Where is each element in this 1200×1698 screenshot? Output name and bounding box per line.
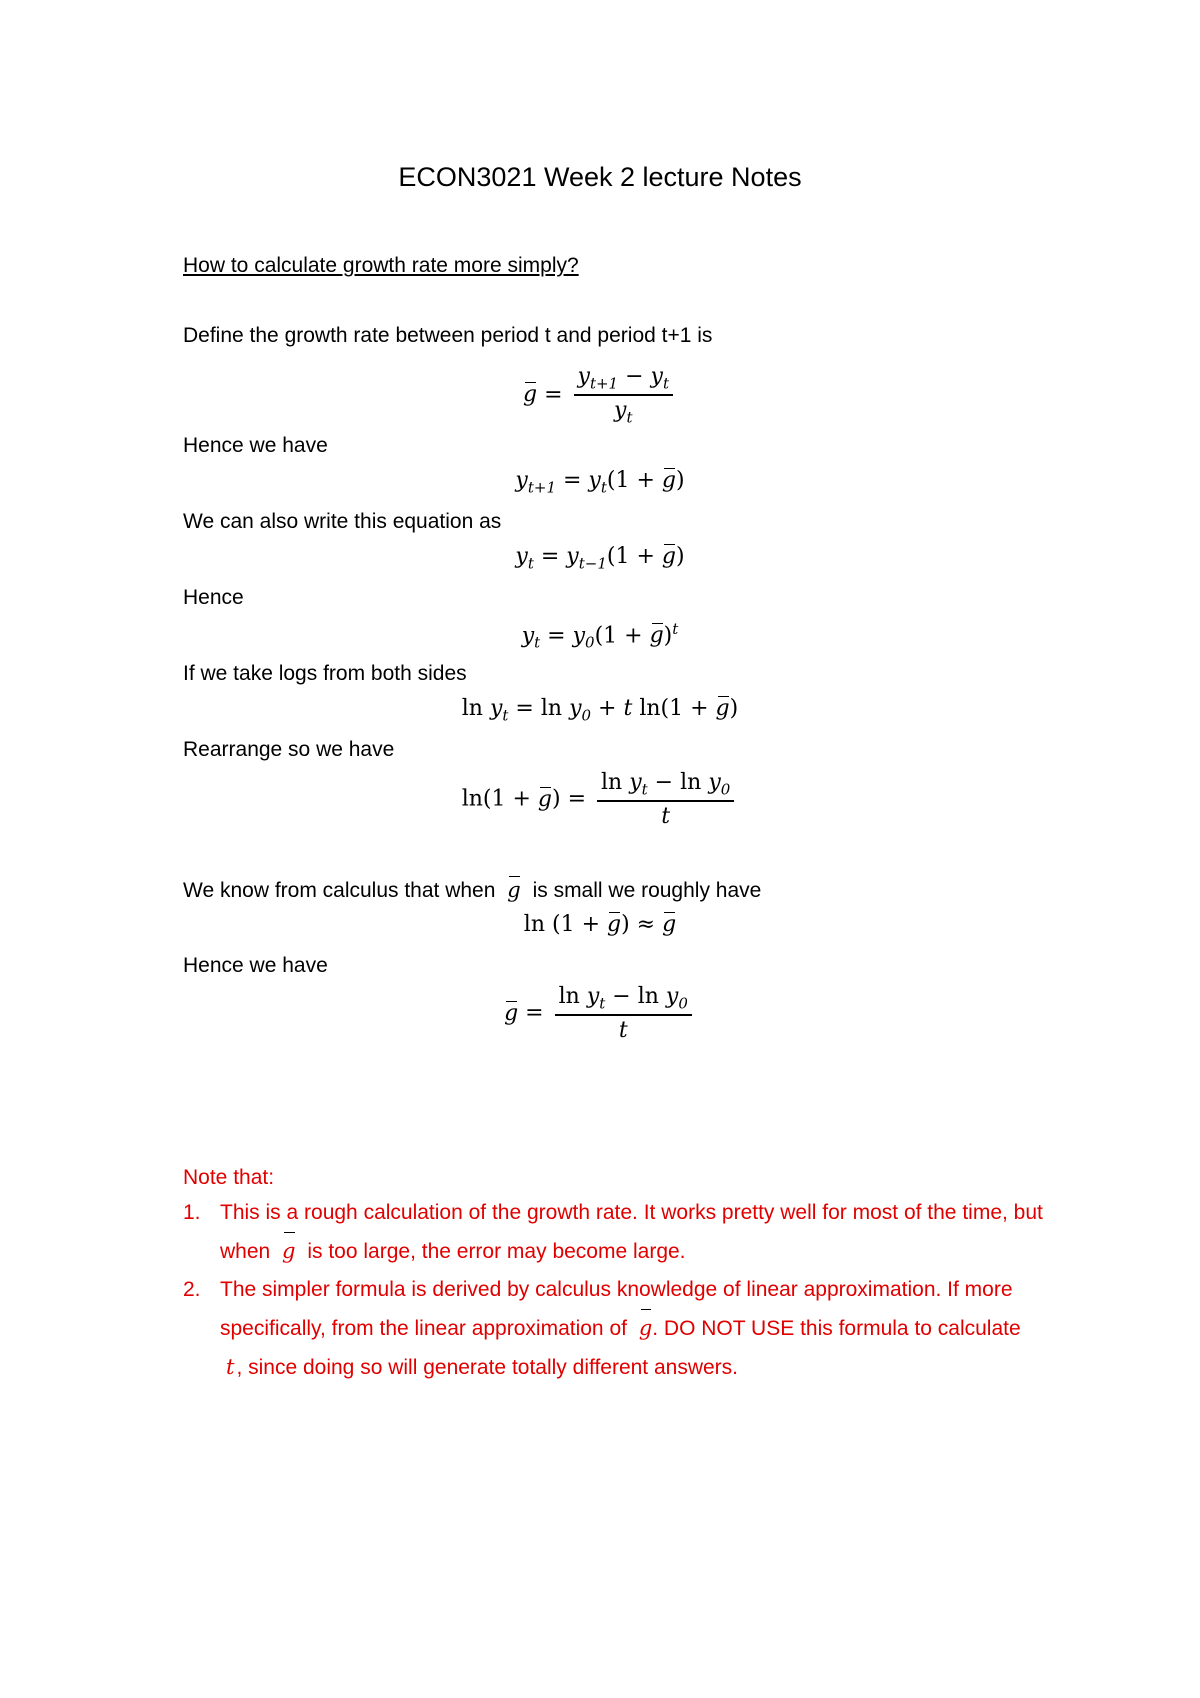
- paragraph-hence-3: Hence we have: [183, 954, 328, 977]
- page-title: ECON3021 Week 2 lecture Notes: [398, 162, 802, 192]
- note-item-2-text-c: , since doing so will generate totally different answers.: [236, 1356, 739, 1379]
- paragraph-also-write: We can also write this equation as: [183, 510, 502, 533]
- note-item-1-text-b: is too large, the error may become large.: [307, 1240, 686, 1263]
- calculus-text-b: is small we roughly have: [532, 879, 762, 902]
- note-title: Note that:: [183, 1166, 275, 1189]
- paragraph-hence-1: Hence we have: [183, 434, 328, 457]
- paragraph-calculus: [183, 876, 761, 905]
- note-item-2-text-a: The simpler formula is derived by calculus knowledge of linear approximation. If more specifically, from the linear approximation of: [220, 1278, 1013, 1340]
- equation-approximation: ln (1 + g) ≈ g: [523, 912, 677, 937]
- equation-log-form: $\ln y_t = \ln y_0 + t$ ln(1 + g): [461, 696, 739, 725]
- g-bar-symbol: g: [507, 878, 521, 902]
- calculus-text-a: We know from calculus that when: [183, 879, 496, 902]
- paragraph-hence-2: Hence: [183, 586, 244, 609]
- paragraph-rearrange: Rearrange so we have: [183, 738, 395, 761]
- equation-compound-growth: $y_t = y_0(1 + g)^t$: [521, 620, 679, 652]
- note-item-label: 2.: [183, 1278, 201, 1301]
- note-item-label: 1.: [183, 1201, 201, 1224]
- equation-next-period: $y_{t+1} = y_t(1 + g)$: [515, 468, 685, 497]
- note-item-2-text-b: . DO NOT USE this formula to calculate: [652, 1317, 1021, 1340]
- note-item-2: [183, 1271, 1043, 1387]
- paragraph-take-logs: If we take logs from both sides: [183, 662, 467, 685]
- equation-growth-rate-definition: g = $\frac{y_{t+1} - y_t}{y_t}$: [0, 364, 1200, 427]
- paragraph-define: Define the growth rate between period t and period t+1 is: [183, 324, 713, 347]
- equation-rearranged: ln(1 + g) = $\frac{\ln y_t - \ln y_0}{t}$: [0, 770, 1200, 829]
- note-item-1: [183, 1194, 1043, 1271]
- note-item-1-text-a: This is a rough calculation of the growth rate. It works pretty well for most of the time, but when: [220, 1201, 1043, 1263]
- equation-simple-growth-rate: g = $\frac{\ln y_t - \ln y_0}{t}$: [0, 984, 1200, 1043]
- note-list: [183, 1194, 1043, 1387]
- equation-previous-period: $y_t = y_{t-1}(1 + g)$: [515, 544, 685, 573]
- section-heading: How to calculate growth rate more simply?: [183, 254, 579, 277]
- t-symbol: t: [226, 1355, 235, 1379]
- g-bar-symbol: g: [639, 1309, 652, 1347]
- g-bar-symbol: g: [282, 1232, 295, 1270]
